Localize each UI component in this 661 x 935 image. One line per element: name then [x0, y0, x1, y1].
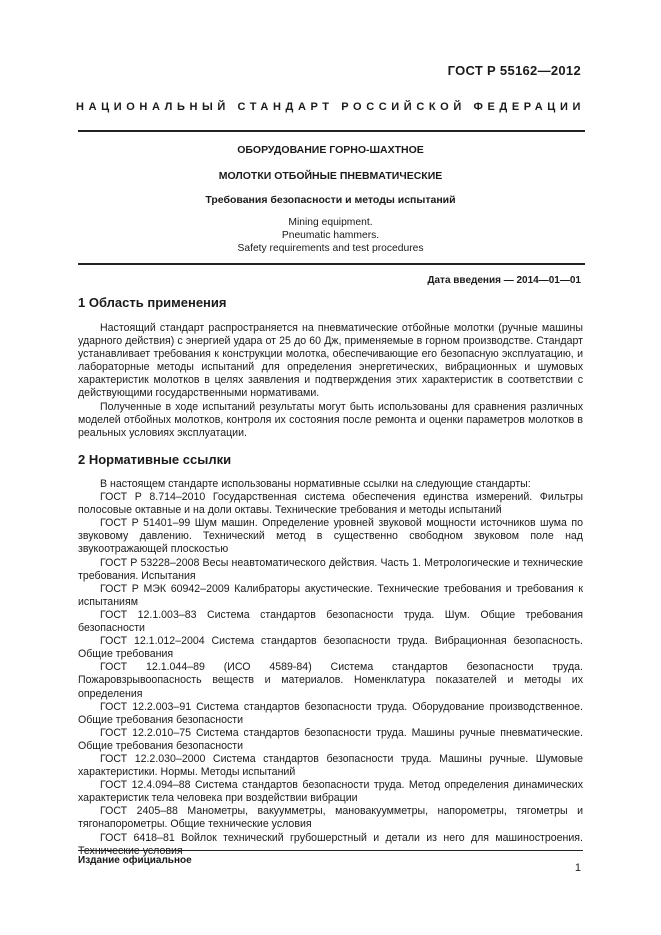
reference-item: ГОСТ 12.4.094–88 Система стандартов безопасности труда. Метод определения динамических характеристик тела человека при воздействии вибрации — [78, 779, 583, 805]
title-divider — [78, 263, 585, 265]
section-2-heading: 2 Нормативные ссылки — [78, 452, 232, 467]
reference-item: ГОСТ 12.1.012–2004 Система стандартов безопасности труда. Вибрационная безопасность. Общие требования — [78, 635, 583, 661]
reference-item: ГОСТ 6418–81 Войлок технический грубошерстный и детали из него для машиностроения. — [100, 831, 583, 844]
introduction-date: Дата введения — 2014—01—01 — [427, 275, 581, 286]
reference-item: ГОСТ Р 51401–99 Шум машин. Определение уровней звуковой мощности источников шума по звуковому давлению. Технический метод в существенно свободном звуковом поле над звукоотражающей плоскостью — [78, 517, 583, 556]
reference-item: ГОСТ Р 53228–2008 Весы неавтоматического действия. Часть 1. Метрологические и технические требования. Испытания — [78, 556, 583, 582]
reference-item: ГОСТ 12.2.030–2000 Система стандартов безопасности труда. Машины ручные. Шумовые характеристики. Нормы. Методы испытаний — [78, 752, 583, 779]
reference-item: ГОСТ 12.2.003–91 Система стандартов безопасности труда. Оборудование производственное. Общие требования безопасности — [78, 700, 583, 726]
page-number: 1 — [574, 862, 581, 874]
reference-item: ГОСТ Р 8.714–2010 Государственная система обеспечения единства измерений. Фильтры полосовые октавные и на доли октавы. Технические требования и методы испытаний — [78, 491, 583, 517]
english-title-3: Safety requirements and test procedures — [237, 243, 424, 254]
official-edition-label: Издание официальное — [78, 855, 192, 866]
header-divider — [78, 130, 585, 132]
reference-item: ГОСТ 12.1.003–83 Система стандартов безопасности труда. Шум. Общие требования безопасности — [78, 608, 583, 635]
reference-item: ГОСТ Р МЭК 60942–2009 Калибраторы акустические. Технические требования и требования к испытаниям — [78, 582, 583, 608]
title-line-3: Требования безопасности и методы испытаний — [205, 194, 456, 206]
national-standard-heading: НАЦИОНАЛЬНЫЙ СТАНДАРТ РОССИЙСКОЙ ФЕДЕРАЦИИ — [76, 101, 585, 113]
footer-divider — [78, 850, 583, 851]
english-title-1: Mining equipment. — [288, 217, 373, 228]
reference-item: ГОСТ 12.2.010–75 Система стандартов безопасности труда. Машины ручные пневматические. Общие требования безопасности — [78, 726, 583, 752]
reference-item: ГОСТ 12.1.044–89 (ИСО 4589-84) Система стандартов безопасности труда. Пожаровзрывоопасность веществ и материалов. Номенклатура показателей и методы их определения — [78, 661, 583, 700]
section-1-paragraph: Настоящий стандарт распространяется на пневматические отбойные молотки (ручные машины ударного действия) с энергией удара от 25 до 60 Дж, применяемые в горном производстве. Стандарт устанавливает требования к конструкции молотка, обеспечивающие его безопасную эксплуатацию, и лабораторные методы испытаний для определения энергетических, вибрационных и шумовых характеристик молотков в целях заявления и подтверждения этих характеристик в соответствии с действующими государственными нормативами. — [78, 322, 583, 400]
normative-references-list — [78, 478, 583, 858]
title-line-2: МОЛОТКИ ОТБОЙНЫЕ ПНЕВМАТИЧЕСКИЕ — [218, 170, 443, 182]
reference-item: ГОСТ 2405–88 Манометры, вакуумметры, мановакуумметры, напорометры, тягометры и тягонапорометры. Общие технические условия — [78, 805, 583, 831]
english-title-2: Pneumatic hammers. — [281, 230, 380, 241]
references-intro: В настоящем стандарте использованы нормативные ссылки на следующие стандарты: — [100, 478, 531, 490]
section-1-heading: 1 Область применения — [78, 295, 227, 310]
section-1-paragraph: Полученные в ходе испытаний результаты могут быть использованы для сравнения различных моделей отбойных молотков, контроля их состояния после ремонта и оценки параметров молотков в реальных условиях эксплуатации. — [78, 401, 583, 440]
document-code: ГОСТ Р 55162—2012 — [447, 63, 581, 78]
title-line-1: ОБОРУДОВАНИЕ ГОРНО-ШАХТНОЕ — [237, 144, 424, 156]
